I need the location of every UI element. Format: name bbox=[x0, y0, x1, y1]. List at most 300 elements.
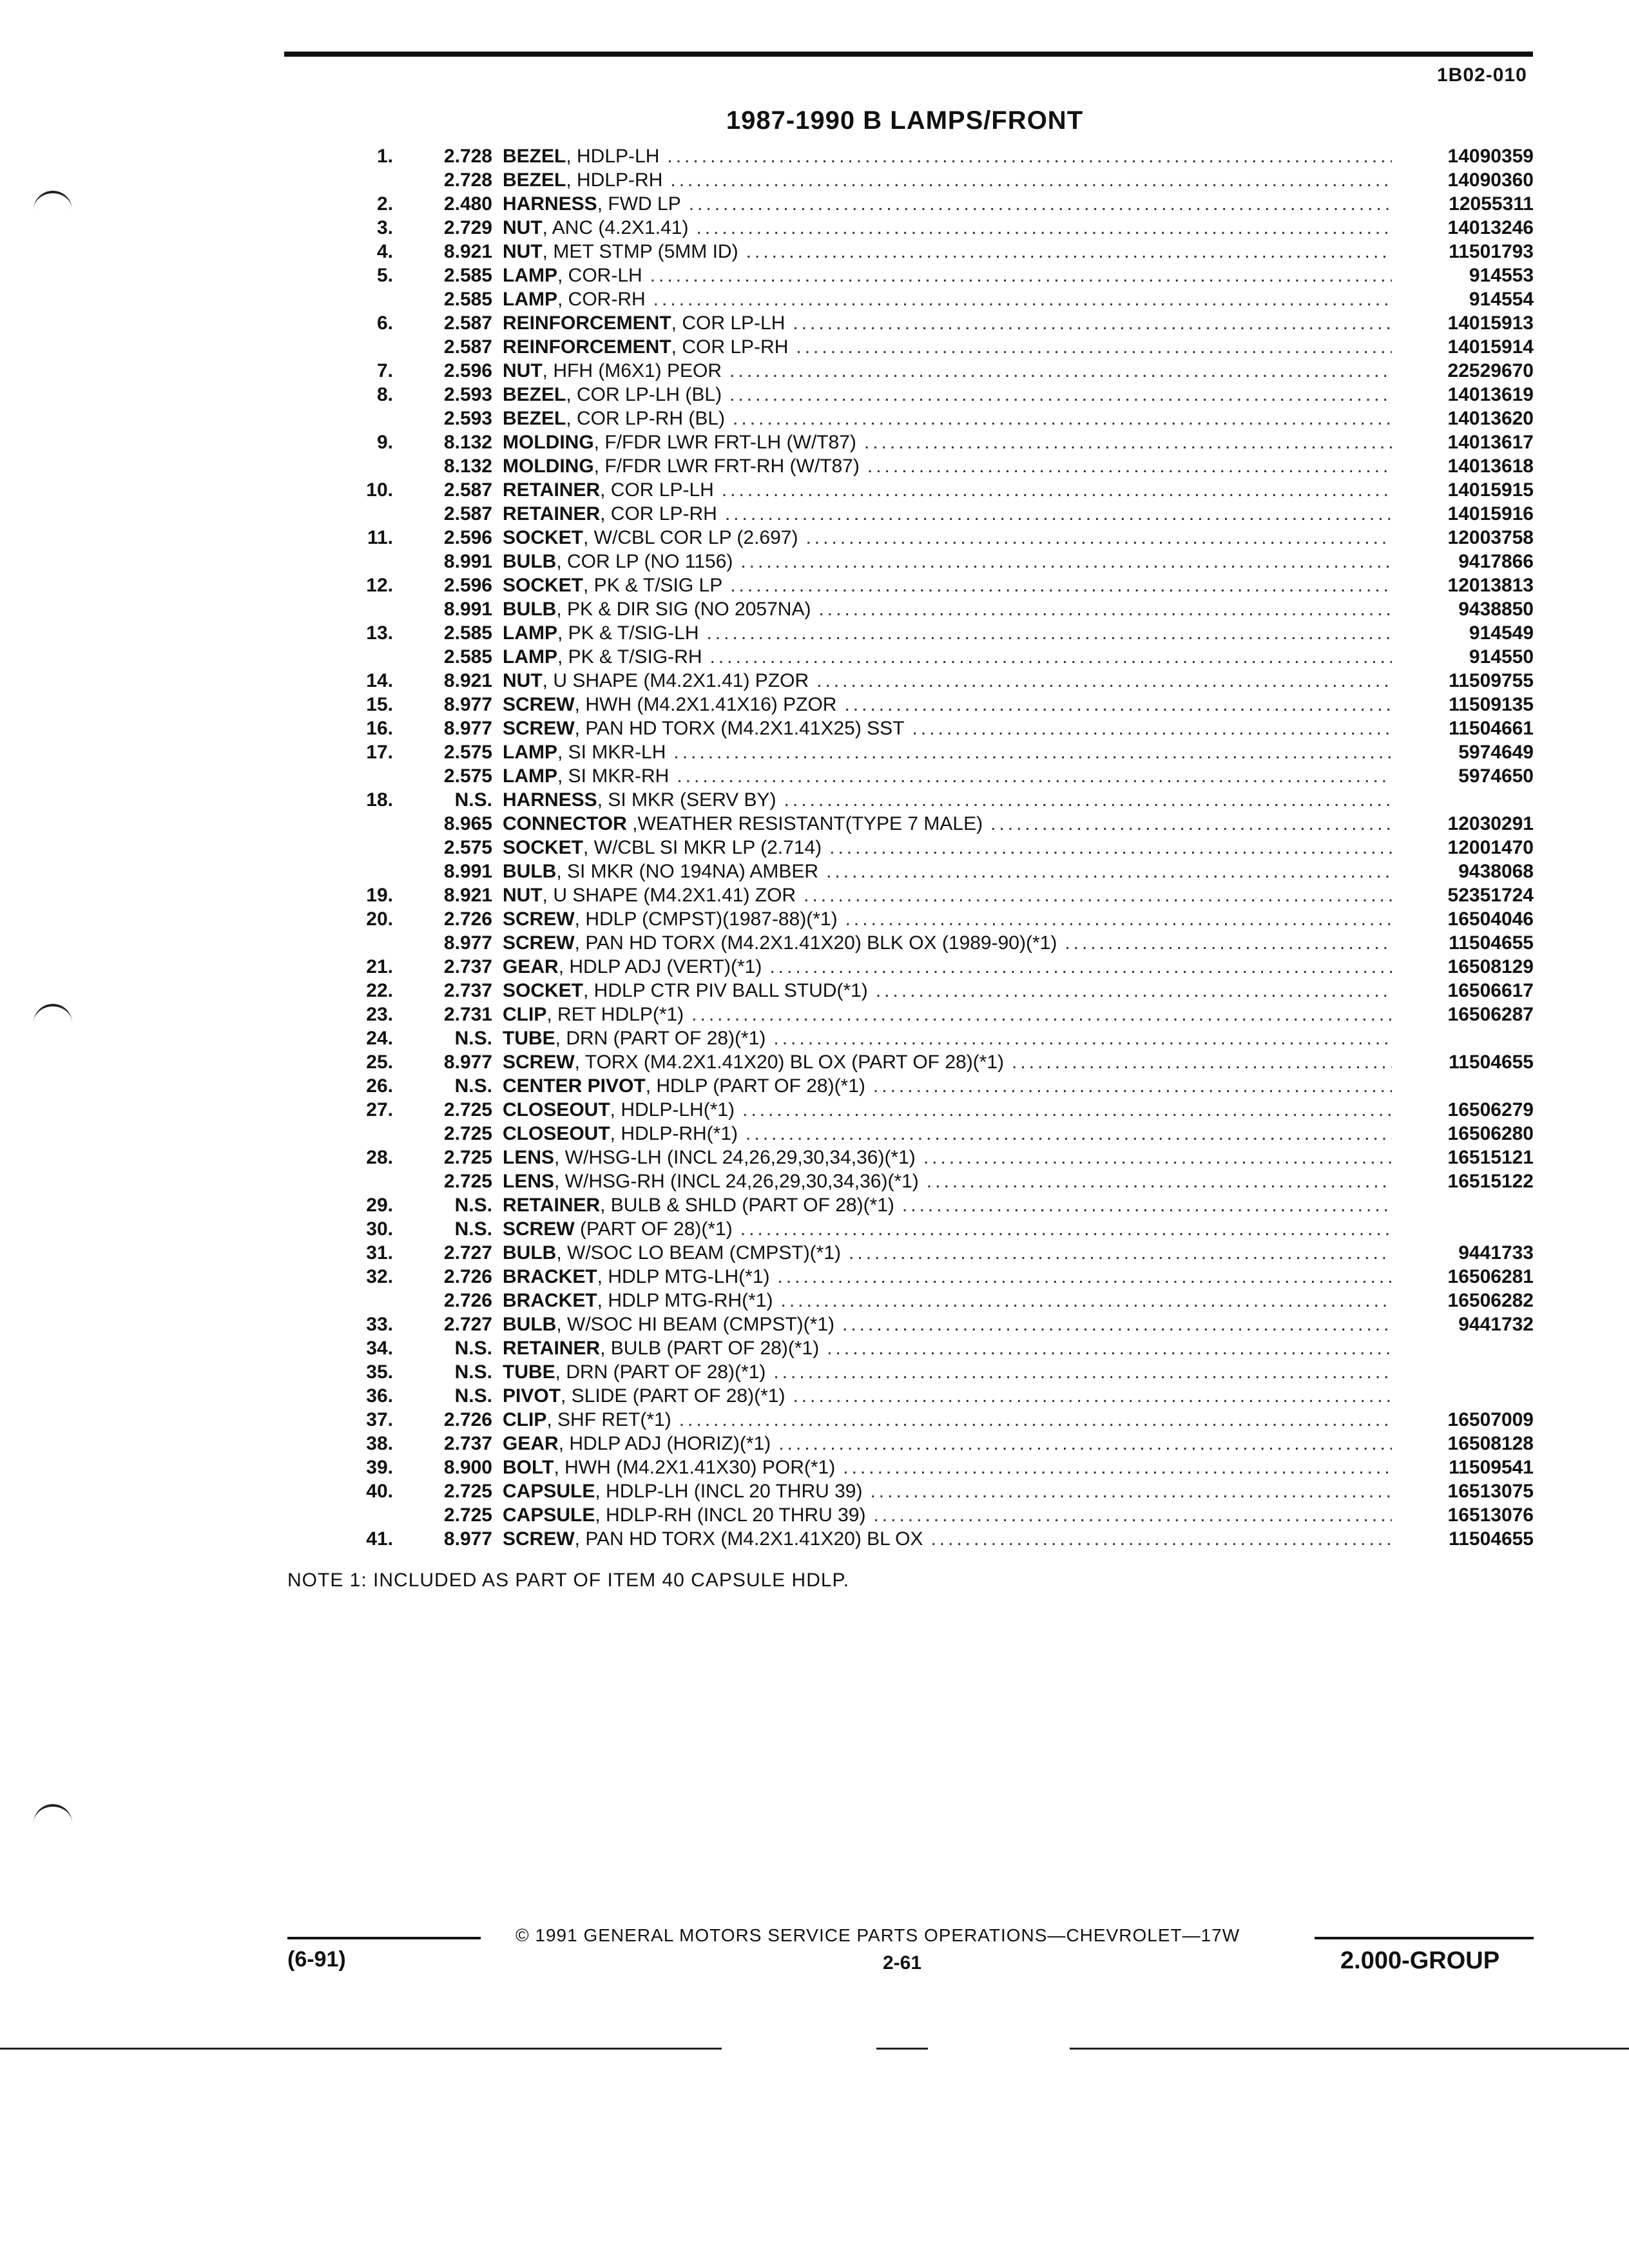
item-number: 40. bbox=[366, 1481, 393, 1502]
part-description bbox=[503, 144, 1392, 168]
leader-dots bbox=[923, 1527, 1392, 1551]
leader-dots bbox=[841, 1241, 1392, 1265]
group-number: 2.729 bbox=[443, 217, 492, 238]
part-description bbox=[503, 1456, 1392, 1479]
part-name: BEZEL bbox=[503, 169, 566, 191]
part-row bbox=[284, 621, 1534, 645]
part-number: 12013813 bbox=[1447, 575, 1534, 596]
part-row bbox=[284, 502, 1534, 526]
part-row bbox=[284, 1026, 1534, 1050]
leader-dots bbox=[735, 1098, 1392, 1122]
item-number: 24. bbox=[366, 1028, 393, 1049]
part-number: 914553 bbox=[1469, 265, 1534, 286]
group-number: 2.737 bbox=[443, 980, 492, 1001]
group-number: 8.977 bbox=[443, 932, 492, 954]
group-number: 2.585 bbox=[443, 622, 492, 644]
item-number: 17. bbox=[366, 742, 393, 763]
part-name: BOLT bbox=[503, 1457, 554, 1478]
part-description bbox=[503, 1432, 1392, 1456]
part-number: 52351724 bbox=[1447, 885, 1534, 906]
part-detail: , HDLP-RH (INCL 20 THRU 39) bbox=[595, 1504, 866, 1526]
part-detail: , HDLP (CMPST)(1987-88)(*1) bbox=[574, 908, 838, 930]
part-name: LAMP bbox=[503, 622, 557, 644]
part-description bbox=[503, 383, 1392, 407]
leader-dots bbox=[818, 860, 1392, 883]
part-description bbox=[503, 1146, 1392, 1169]
part-number: 16508129 bbox=[1447, 956, 1534, 977]
part-row bbox=[284, 764, 1534, 788]
part-detail: , TORX (M4.2X1.41X20) BL OX (PART OF 28)(*1) bbox=[574, 1052, 1005, 1073]
leader-dots bbox=[776, 788, 1392, 812]
footer-rule-right bbox=[1315, 1937, 1534, 1939]
part-row bbox=[284, 1193, 1534, 1217]
leader-dots bbox=[646, 287, 1392, 311]
page-title bbox=[0, 106, 1629, 135]
leader-dots bbox=[702, 645, 1393, 669]
part-row bbox=[284, 1074, 1534, 1098]
part-row bbox=[284, 955, 1534, 979]
part-description bbox=[503, 1360, 1392, 1384]
part-number: 12030291 bbox=[1447, 813, 1534, 834]
leader-dots bbox=[856, 430, 1392, 454]
part-name: NUT bbox=[503, 360, 543, 381]
part-name: CAPSULE bbox=[503, 1481, 595, 1502]
part-number: 9417866 bbox=[1458, 551, 1534, 572]
part-description bbox=[503, 812, 1392, 836]
revision-date: (6-91) bbox=[287, 1947, 346, 1972]
part-description bbox=[503, 979, 1392, 1003]
part-row bbox=[284, 287, 1534, 311]
part-row bbox=[284, 573, 1534, 597]
group-number: 2.587 bbox=[443, 479, 492, 501]
part-name: SCREW bbox=[503, 1052, 575, 1073]
item-number: 39. bbox=[366, 1457, 393, 1478]
item-number: 18. bbox=[366, 789, 393, 811]
part-name: LENS bbox=[503, 1171, 555, 1192]
part-detail: , COR LP-RH bbox=[671, 336, 789, 358]
part-row bbox=[284, 1241, 1534, 1265]
group-number: 8.921 bbox=[443, 885, 492, 906]
part-name: LAMP bbox=[503, 742, 557, 763]
bottom-rule-right bbox=[1070, 2048, 1629, 2050]
part-number: 14090360 bbox=[1447, 169, 1534, 191]
group-number: 8.977 bbox=[443, 1528, 492, 1550]
part-detail: , BULB & SHLD (PART OF 28)(*1) bbox=[600, 1195, 894, 1216]
item-number: 25. bbox=[366, 1052, 393, 1073]
part-number: 11504661 bbox=[1449, 718, 1534, 739]
part-description bbox=[503, 1408, 1392, 1432]
part-name: RETAINER bbox=[503, 503, 601, 524]
part-row bbox=[284, 216, 1534, 240]
part-row bbox=[284, 1432, 1534, 1456]
group-number: 8.977 bbox=[443, 718, 492, 739]
group-number: 8.921 bbox=[443, 241, 492, 262]
part-row bbox=[284, 335, 1534, 359]
part-detail: , HWH (M4.2X1.41X16) PZOR bbox=[574, 694, 837, 715]
part-description bbox=[503, 573, 1392, 597]
part-detail: , COR LP-RH bbox=[600, 503, 717, 524]
part-name: LAMP bbox=[503, 289, 557, 310]
part-detail: , HDLP-LH bbox=[566, 146, 660, 167]
item-number: 29. bbox=[366, 1195, 393, 1216]
group-number: 2.725 bbox=[443, 1171, 492, 1192]
part-number: 914554 bbox=[1469, 289, 1534, 310]
group-number: 2.725 bbox=[443, 1147, 492, 1168]
top-rule bbox=[284, 52, 1533, 57]
part-description bbox=[503, 287, 1392, 311]
leader-dots bbox=[662, 168, 1392, 192]
leader-dots bbox=[714, 478, 1392, 502]
group-number: 2.725 bbox=[443, 1481, 492, 1502]
part-row bbox=[284, 311, 1534, 335]
group-number: 8.921 bbox=[443, 670, 492, 691]
group-number: N.S. bbox=[454, 1195, 492, 1216]
leader-dots bbox=[836, 693, 1392, 716]
part-number: 5974650 bbox=[1458, 765, 1534, 787]
part-number: 914550 bbox=[1469, 646, 1534, 668]
part-row bbox=[284, 1503, 1534, 1527]
group-number: 2.585 bbox=[443, 289, 492, 310]
part-description bbox=[503, 1098, 1392, 1122]
part-name: HARNESS bbox=[503, 193, 597, 215]
part-row bbox=[284, 168, 1534, 192]
part-row bbox=[284, 550, 1534, 573]
group-number: 2.727 bbox=[443, 1242, 492, 1264]
leader-dots bbox=[722, 383, 1392, 407]
part-description bbox=[503, 1479, 1392, 1503]
binder-hole-mark bbox=[34, 1004, 72, 1023]
part-description bbox=[503, 1384, 1392, 1408]
group-number: 8.965 bbox=[443, 813, 492, 834]
part-row bbox=[284, 240, 1534, 264]
part-detail: , HDLP CTR PIV BALL STUD(*1) bbox=[583, 980, 868, 1001]
part-detail: , SI MKR (SERV BY) bbox=[597, 789, 776, 811]
part-row bbox=[284, 597, 1534, 621]
part-number: 11504655 bbox=[1449, 1052, 1534, 1073]
item-number: 9. bbox=[376, 432, 393, 453]
part-description bbox=[503, 955, 1392, 979]
part-detail: , COR-RH bbox=[557, 289, 646, 310]
page-code: 1B02-010 bbox=[1437, 64, 1527, 86]
item-number: 6. bbox=[376, 312, 393, 334]
leader-dots bbox=[983, 812, 1392, 836]
group-number: N.S. bbox=[454, 1361, 492, 1383]
leader-dots bbox=[822, 836, 1392, 860]
part-row bbox=[284, 1408, 1534, 1432]
leader-dots bbox=[835, 1456, 1392, 1479]
binder-hole-mark bbox=[34, 191, 72, 210]
part-detail: , U SHAPE (M4.2X1.41) ZOR bbox=[542, 885, 796, 906]
part-detail: , HDLP-LH (INCL 20 THRU 39) bbox=[595, 1481, 863, 1502]
part-row bbox=[284, 979, 1534, 1003]
part-detail: , COR LP-RH (BL) bbox=[566, 408, 726, 429]
part-row bbox=[284, 883, 1534, 907]
part-description bbox=[503, 1265, 1392, 1289]
part-detail: , HDLP-RH bbox=[566, 169, 663, 191]
group-number: 2.587 bbox=[443, 503, 492, 524]
part-detail: , HDLP (PART OF 28)(*1) bbox=[645, 1075, 865, 1097]
part-detail: , COR LP-LH bbox=[671, 312, 786, 334]
leader-dots bbox=[770, 1265, 1393, 1289]
part-detail: , DRN (PART OF 28)(*1) bbox=[555, 1028, 766, 1049]
part-description bbox=[503, 716, 1392, 740]
part-description bbox=[503, 1169, 1392, 1193]
group-number: 2.587 bbox=[443, 312, 492, 334]
group-number: 2.587 bbox=[443, 336, 492, 358]
part-description bbox=[503, 740, 1392, 764]
part-description bbox=[503, 669, 1392, 693]
part-name: LAMP bbox=[503, 765, 557, 787]
group-number: 8.991 bbox=[443, 551, 492, 572]
part-detail: , F/FDR LWR FRT-LH (W/T87) bbox=[593, 432, 856, 453]
leader-dots bbox=[666, 740, 1392, 764]
part-name: RETAINER bbox=[503, 1338, 601, 1359]
part-row bbox=[284, 1003, 1534, 1026]
group-number: 2.575 bbox=[443, 765, 492, 787]
group-number: 2.596 bbox=[443, 527, 492, 548]
part-description bbox=[503, 1289, 1392, 1312]
part-description bbox=[503, 597, 1392, 621]
group-number: 2.480 bbox=[443, 193, 492, 215]
footer-rule-left bbox=[287, 1937, 481, 1939]
item-number: 12. bbox=[366, 575, 393, 596]
part-number: 16506287 bbox=[1447, 1004, 1534, 1025]
part-row bbox=[284, 669, 1534, 693]
part-row bbox=[284, 1265, 1534, 1289]
leader-dots bbox=[865, 1503, 1392, 1527]
part-name: RETAINER bbox=[503, 1195, 601, 1216]
part-description bbox=[503, 240, 1392, 264]
part-detail: , DRN (PART OF 28)(*1) bbox=[555, 1361, 766, 1383]
item-number: 32. bbox=[366, 1266, 393, 1287]
leader-dots bbox=[868, 979, 1392, 1003]
part-detail: , SI MKR (NO 194NA) AMBER bbox=[556, 861, 819, 882]
part-description bbox=[503, 693, 1392, 716]
part-number: 14013617 bbox=[1447, 432, 1534, 453]
group-number: 8.991 bbox=[443, 861, 492, 882]
part-description bbox=[503, 883, 1392, 907]
part-number: 14013618 bbox=[1447, 456, 1534, 477]
leader-dots bbox=[738, 1122, 1392, 1146]
group-number: N.S. bbox=[454, 1338, 492, 1359]
part-detail: , PAN HD TORX (M4.2X1.41X20) BL OX bbox=[574, 1528, 923, 1550]
item-number: 31. bbox=[366, 1242, 393, 1264]
part-name: TUBE bbox=[503, 1361, 555, 1383]
group-number: 2.725 bbox=[443, 1123, 492, 1144]
part-number: 14015914 bbox=[1447, 336, 1534, 358]
part-name: BRACKET bbox=[503, 1290, 597, 1311]
part-name: GEAR bbox=[503, 956, 559, 977]
part-description bbox=[503, 216, 1392, 240]
leader-dots bbox=[688, 216, 1392, 240]
part-description bbox=[503, 1050, 1392, 1074]
part-description bbox=[503, 359, 1392, 383]
part-name: BRACKET bbox=[503, 1266, 597, 1287]
part-name: LAMP bbox=[503, 646, 557, 668]
part-detail: , COR LP-LH (BL) bbox=[566, 384, 722, 405]
part-description bbox=[503, 430, 1392, 454]
part-row bbox=[284, 931, 1534, 955]
leader-dots bbox=[699, 621, 1392, 645]
group-number: N.S. bbox=[454, 1218, 492, 1240]
part-detail: , FWD LP bbox=[597, 193, 681, 215]
part-description bbox=[503, 335, 1392, 359]
group-number: 2.737 bbox=[443, 956, 492, 977]
part-name: CENTER PIVOT bbox=[503, 1075, 646, 1097]
part-name: CAPSULE bbox=[503, 1504, 595, 1526]
item-number: 10. bbox=[366, 479, 393, 501]
item-number: 27. bbox=[366, 1099, 393, 1120]
part-description bbox=[503, 645, 1392, 669]
leader-dots bbox=[809, 669, 1392, 693]
part-row bbox=[284, 1336, 1534, 1360]
part-row bbox=[284, 693, 1534, 716]
part-detail: , HFH (M6X1) PEOR bbox=[542, 360, 722, 381]
group-number: 2.725 bbox=[443, 1099, 492, 1120]
part-detail: , HDLP-RH(*1) bbox=[610, 1123, 738, 1144]
part-name: SCREW bbox=[503, 908, 575, 930]
leader-dots bbox=[788, 335, 1392, 359]
part-detail: , ANC (4.2X1.41) bbox=[542, 217, 689, 238]
leader-dots bbox=[838, 907, 1392, 931]
group-number: 2.737 bbox=[443, 1433, 492, 1454]
part-number: 11509755 bbox=[1449, 670, 1534, 691]
leader-dots bbox=[722, 359, 1392, 383]
leader-dots bbox=[811, 597, 1392, 621]
item-number: 28. bbox=[366, 1147, 393, 1168]
part-number: 12055311 bbox=[1449, 193, 1534, 215]
part-detail: , COR LP (NO 1156) bbox=[556, 551, 733, 572]
group-label: 2.000-GROUP bbox=[1340, 1947, 1500, 1974]
part-name: RETAINER bbox=[503, 479, 601, 501]
copyright-text: © 1991 GENERAL MOTORS SERVICE PARTS OPERATIONS—CHEVROLET—17W bbox=[516, 1925, 1240, 1945]
part-number: 9438850 bbox=[1458, 599, 1534, 620]
part-detail: , HDLP ADJ (HORIZ)(*1) bbox=[558, 1433, 771, 1454]
part-name: BULB bbox=[503, 599, 557, 620]
part-name: SCREW bbox=[503, 718, 575, 739]
part-detail: , SHF RET(*1) bbox=[546, 1409, 671, 1430]
part-detail: , W/SOC HI BEAM (CMPST)(*1) bbox=[556, 1314, 835, 1335]
group-number: 8.991 bbox=[443, 599, 492, 620]
item-number: 30. bbox=[366, 1218, 393, 1240]
group-number: 2.593 bbox=[443, 384, 492, 405]
part-number: 914549 bbox=[1469, 622, 1534, 644]
group-number: 8.900 bbox=[443, 1457, 492, 1478]
part-name: NUT bbox=[503, 885, 543, 906]
part-row bbox=[284, 907, 1534, 931]
part-name: CLOSEOUT bbox=[503, 1099, 610, 1120]
part-name: GEAR bbox=[503, 1433, 559, 1454]
part-detail: , PK & T/SIG-RH bbox=[557, 646, 702, 668]
leader-dots bbox=[894, 1193, 1392, 1217]
item-number: 4. bbox=[376, 241, 393, 262]
part-detail: , PAN HD TORX (M4.2X1.41X25) SST bbox=[574, 718, 905, 739]
part-detail: , W/HSG-RH (INCL 24,26,29,30,34,36)(*1) bbox=[554, 1171, 919, 1192]
part-name: CONNECTOR bbox=[503, 813, 627, 834]
leader-dots bbox=[919, 1169, 1392, 1193]
item-number: 23. bbox=[366, 1004, 393, 1025]
part-detail: , PAN HD TORX (M4.2X1.41X20) BLK OX (1989-90)(*1) bbox=[574, 932, 1057, 954]
part-row bbox=[284, 1098, 1534, 1122]
part-number: 16515122 bbox=[1447, 1171, 1534, 1192]
part-row bbox=[284, 1169, 1534, 1193]
leader-dots bbox=[642, 264, 1392, 287]
part-number: 16513075 bbox=[1447, 1481, 1534, 1502]
part-detail: , HDLP MTG-RH(*1) bbox=[597, 1290, 773, 1311]
leader-dots bbox=[733, 550, 1392, 573]
item-number: 35. bbox=[366, 1361, 393, 1383]
group-number: 8.132 bbox=[443, 456, 492, 477]
part-row bbox=[284, 430, 1534, 454]
part-detail: , MET STMP (5MM ID) bbox=[542, 241, 738, 262]
part-name: CLOSEOUT bbox=[503, 1123, 610, 1144]
part-description bbox=[503, 526, 1392, 550]
part-detail: , HDLP-LH(*1) bbox=[610, 1099, 735, 1120]
part-detail: , W/CBL SI MKR LP (2.714) bbox=[583, 837, 822, 858]
part-name: BULB bbox=[503, 1314, 557, 1335]
part-row bbox=[284, 1456, 1534, 1479]
part-number: 22529670 bbox=[1447, 360, 1534, 381]
part-row bbox=[284, 1146, 1534, 1169]
part-detail: (PART OF 28)(*1) bbox=[574, 1218, 733, 1240]
item-number: 2. bbox=[376, 193, 393, 215]
group-number: 2.726 bbox=[443, 1290, 492, 1311]
part-name: SCREW bbox=[503, 694, 575, 715]
part-row bbox=[284, 1360, 1534, 1384]
part-number: 11509135 bbox=[1449, 694, 1534, 715]
leader-dots bbox=[860, 454, 1392, 478]
part-row bbox=[284, 1527, 1534, 1551]
part-name: CLIP bbox=[503, 1004, 547, 1025]
part-description bbox=[503, 860, 1392, 883]
part-name: SCREW bbox=[503, 1528, 575, 1550]
part-row bbox=[284, 1217, 1534, 1241]
part-number: 5974649 bbox=[1458, 742, 1534, 763]
part-row bbox=[284, 645, 1534, 669]
leader-dots bbox=[766, 1360, 1392, 1384]
part-detail: , PK & T/SIG LP bbox=[583, 575, 723, 596]
part-row bbox=[284, 860, 1534, 883]
part-number: 16506279 bbox=[1447, 1099, 1534, 1120]
part-name: MOLDING bbox=[503, 432, 594, 453]
part-number: 16506282 bbox=[1447, 1290, 1534, 1311]
part-number: 9438068 bbox=[1458, 861, 1534, 882]
parts-list bbox=[284, 144, 1534, 1551]
part-description bbox=[503, 1217, 1392, 1241]
group-number: 2.728 bbox=[443, 146, 492, 167]
part-row bbox=[284, 383, 1534, 407]
item-number: 19. bbox=[366, 885, 393, 906]
leader-dots bbox=[771, 1432, 1392, 1456]
leader-dots bbox=[671, 1408, 1392, 1432]
leader-dots bbox=[773, 1289, 1392, 1312]
leader-dots bbox=[681, 192, 1392, 216]
part-description bbox=[503, 168, 1392, 192]
group-number: 8.977 bbox=[443, 1052, 492, 1073]
part-description bbox=[503, 407, 1392, 430]
part-row bbox=[284, 788, 1534, 812]
group-number: 2.725 bbox=[443, 1504, 492, 1526]
leader-dots bbox=[865, 1074, 1392, 1098]
part-number: 16513076 bbox=[1447, 1504, 1534, 1526]
part-row bbox=[284, 359, 1534, 383]
part-detail: , W/HSG-LH (INCL 24,26,29,30,34,36)(*1) bbox=[554, 1147, 916, 1168]
part-description bbox=[503, 454, 1392, 478]
part-description bbox=[503, 1312, 1392, 1336]
part-detail: , W/SOC LO BEAM (CMPST)(*1) bbox=[556, 1242, 842, 1264]
item-number: 14. bbox=[366, 670, 393, 691]
item-number: 34. bbox=[366, 1338, 393, 1359]
